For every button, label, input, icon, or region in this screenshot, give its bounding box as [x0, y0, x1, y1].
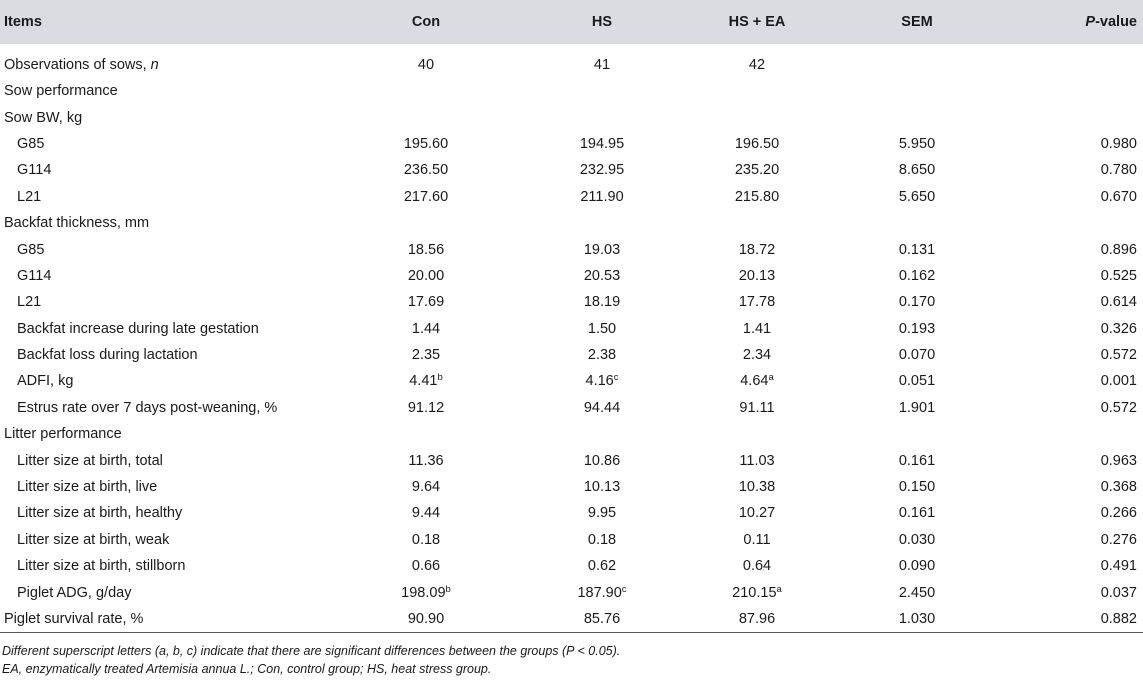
cell-pvalue: 0.963: [1100, 452, 1137, 469]
cell-con: 9.44: [411, 505, 441, 522]
cell-hs-ea: 215.80: [734, 188, 780, 205]
row-label: G114: [17, 162, 52, 179]
cell-hs: 85.76: [522, 606, 682, 632]
table-footnotes: [0, 642, 1143, 678]
cell-pvalue: 0.670: [1100, 188, 1137, 205]
cell-sem: [832, 44, 1002, 78]
cell-hs: 41: [593, 57, 611, 73]
table-row: [0, 44, 1143, 78]
cell-con: 40: [417, 57, 435, 73]
row-label: Observations of sows, n: [4, 57, 159, 73]
cell-hs-ea: [682, 210, 832, 236]
cell-hs: 194.95: [579, 135, 625, 152]
cell-pvalue: [1002, 421, 1143, 447]
header-hs-ea: HS + EA: [682, 0, 832, 44]
cell-hs: [522, 210, 682, 236]
cell-hs: 232.95: [579, 162, 625, 179]
cell-con: [330, 78, 522, 104]
cell-hs: 10.86: [583, 452, 621, 469]
row-label: Litter size at birth, healthy: [17, 505, 183, 522]
row-label: Litter size at birth, stillborn: [17, 558, 186, 575]
table-row: [0, 131, 1143, 157]
cell-sem: 0.161: [898, 452, 936, 469]
header-con: Con: [330, 0, 522, 44]
cell-hs-ea: 20.13: [738, 267, 776, 284]
table-row: [0, 527, 1143, 553]
cell-hs-ea: 10.27: [738, 505, 776, 522]
cell-hs-ea: 10.38: [738, 479, 776, 496]
cell-pvalue: 0.266: [1100, 505, 1137, 522]
cell-con: 20.00: [407, 267, 445, 284]
cell-sem: 0.150: [898, 479, 936, 496]
cell-con: 18.56: [407, 241, 445, 258]
cell-con: 9.64: [411, 479, 441, 496]
cell-hs: 187.90$^c$: [577, 583, 627, 601]
cell-pvalue: 0.572: [1100, 399, 1137, 416]
row-label: ADFI, kg: [17, 373, 74, 390]
cell-con: 1.44: [411, 320, 441, 337]
table-row: [0, 236, 1143, 262]
row-label: Litter size at birth, weak: [17, 531, 170, 548]
row-label: Piglet survival rate, %: [0, 606, 330, 632]
cell-sem: 5.650: [898, 188, 936, 205]
cell-hs: [522, 104, 682, 130]
cell-hs: 9.95: [587, 505, 617, 522]
cell-pvalue: 0.037: [1100, 584, 1137, 601]
cell-sem: 8.650: [898, 162, 936, 179]
cell-pvalue: 0.614: [1100, 294, 1137, 311]
row-label: Sow BW, kg: [4, 109, 83, 126]
cell-hs: 19.03: [583, 241, 621, 258]
cell-pvalue: [1002, 44, 1143, 78]
table-row: [0, 421, 1143, 447]
cell-hs: 18.19: [583, 294, 621, 311]
cell-sem: 5.950: [898, 135, 936, 152]
cell-sem: 0.030: [898, 531, 936, 548]
cell-sem: 1.901: [898, 399, 936, 416]
cell-hs: 211.90: [580, 188, 624, 205]
cell-hs: 4.16$^c$: [585, 372, 619, 390]
cell-pvalue: 0.980: [1100, 135, 1137, 152]
cell-con: 0.66: [411, 558, 441, 575]
cell-hs-ea: 17.78: [738, 294, 776, 311]
table-row: [0, 184, 1143, 210]
cell-hs: 20.53: [583, 267, 621, 284]
table-row: [0, 395, 1143, 421]
cell-con: 4.41$^b$: [409, 372, 443, 390]
cell-pvalue: 0.572: [1100, 347, 1137, 364]
cell-con: 217.60: [403, 188, 449, 205]
cell-pvalue: 0.882: [1002, 606, 1143, 632]
cell-pvalue: 0.491: [1100, 558, 1137, 575]
row-label: G114: [17, 267, 52, 284]
table-row: [0, 500, 1143, 526]
table-row: [0, 579, 1143, 605]
cell-pvalue: 0.780: [1100, 162, 1137, 179]
footnote-significance: Different superscript letters (a, b, c) indicate that there are significant differences between the groups (P < 0.05).: [2, 643, 621, 658]
cell-con: 90.90: [330, 606, 522, 632]
cell-sem: [832, 210, 1002, 236]
header-hs: HS: [522, 0, 682, 44]
row-label: Backfat loss during lactation: [17, 347, 198, 364]
table-row: [0, 210, 1143, 236]
cell-con: 91.12: [407, 399, 445, 416]
row-label: Litter performance: [4, 426, 122, 443]
cell-con: [330, 421, 522, 447]
cell-pvalue: [1002, 210, 1143, 236]
cell-sem: 0.090: [898, 558, 936, 575]
cell-pvalue: 0.368: [1100, 479, 1137, 496]
row-label: L21: [17, 294, 42, 311]
row-label: G85: [17, 135, 45, 152]
cell-con: 198.09$^b$: [401, 583, 451, 601]
cell-con: [330, 210, 522, 236]
cell-hs-ea: 235.20: [734, 162, 780, 179]
table-row: [0, 104, 1143, 130]
cell-hs-ea: 1.41: [742, 320, 772, 337]
table-row: [0, 263, 1143, 289]
header-sem: SEM: [832, 0, 1002, 44]
header-row: [0, 0, 1143, 44]
cell-hs: 94.44: [583, 399, 621, 416]
row-label: Litter size at birth, total: [17, 452, 163, 469]
cell-con: 0.18: [411, 531, 441, 548]
row-label: Backfat increase during late gestation: [17, 320, 259, 337]
cell-hs: 0.62: [587, 558, 617, 575]
table-row: [0, 474, 1143, 500]
footnote-abbreviations: EA, enzymatically treated Artemisia annua L.; Con, control group; HS, heat stress group.: [2, 661, 492, 676]
cell-pvalue: 0.525: [1100, 267, 1137, 284]
cell-sem: 0.161: [898, 505, 936, 522]
cell-sem: 1.030: [832, 606, 1002, 632]
row-label: Litter size at birth, live: [17, 479, 158, 496]
cell-hs-ea: [682, 78, 832, 104]
cell-con: 236.50: [403, 162, 449, 179]
cell-hs: 1.50: [587, 320, 617, 337]
cell-hs: [522, 421, 682, 447]
table-row: [0, 78, 1143, 104]
row-label: Backfat thickness, mm: [4, 215, 150, 232]
cell-hs-ea: 2.34: [742, 347, 772, 364]
cell-pvalue: [1002, 78, 1143, 104]
table-row: [0, 342, 1143, 368]
row-label: L21: [17, 188, 42, 205]
cell-sem: 0.131: [898, 241, 936, 258]
cell-pvalue: 0.001: [1100, 373, 1137, 390]
cell-sem: 0.193: [898, 320, 936, 337]
cell-hs-ea: 196.50: [734, 135, 780, 152]
cell-sem: [832, 421, 1002, 447]
table-row: [0, 316, 1143, 342]
cell-sem: 2.450: [898, 584, 936, 601]
table-row: [0, 447, 1143, 473]
cell-hs-ea: 91.11: [739, 399, 775, 416]
cell-con: 11.36: [408, 452, 444, 469]
cell-sem: 0.170: [898, 294, 936, 311]
table-row: [0, 157, 1143, 183]
header-pvalue: P-value: [1002, 0, 1143, 44]
cell-hs: 10.13: [583, 479, 621, 496]
row-label: Sow performance: [4, 83, 118, 100]
cell-con: 17.69: [407, 294, 445, 311]
cell-hs-ea: 0.11: [743, 531, 771, 548]
row-label: G85: [17, 241, 45, 258]
table-row: [0, 553, 1143, 579]
table-row: [0, 368, 1143, 394]
cell-sem: 0.162: [898, 267, 936, 284]
cell-con: 2.35: [411, 347, 441, 364]
cell-hs: 0.18: [587, 531, 617, 548]
cell-sem: 0.051: [898, 373, 936, 390]
cell-pvalue: 0.276: [1100, 531, 1137, 548]
cell-pvalue: [1002, 104, 1143, 130]
table-row: [0, 606, 1143, 632]
cell-con: [330, 104, 522, 130]
cell-hs-ea: [682, 421, 832, 447]
cell-pvalue: 0.896: [1100, 241, 1137, 258]
cell-sem: [832, 78, 1002, 104]
row-label: Estrus rate over 7 days post-weaning, %: [17, 399, 278, 416]
cell-hs-ea: [682, 104, 832, 130]
cell-hs-ea: 11.03: [739, 452, 775, 469]
cell-pvalue: 0.326: [1100, 320, 1137, 337]
cell-hs-ea: 0.64: [742, 558, 772, 575]
cell-con: 195.60: [403, 135, 449, 152]
cell-hs-ea: 18.72: [738, 241, 776, 258]
cell-hs-ea: 210.15$^a$: [732, 583, 782, 601]
table-row: [0, 289, 1143, 315]
cell-hs-ea: 4.64$^a$: [740, 372, 774, 390]
row-label: Piglet ADG, g/day: [17, 584, 132, 601]
cell-hs-ea: 42: [748, 57, 766, 73]
cell-sem: [832, 104, 1002, 130]
cell-hs: 2.38: [587, 347, 617, 364]
header-items: Items: [0, 0, 330, 44]
cell-hs: [522, 78, 682, 104]
cell-hs-ea: 87.96: [682, 606, 832, 632]
cell-sem: 0.070: [898, 347, 936, 364]
